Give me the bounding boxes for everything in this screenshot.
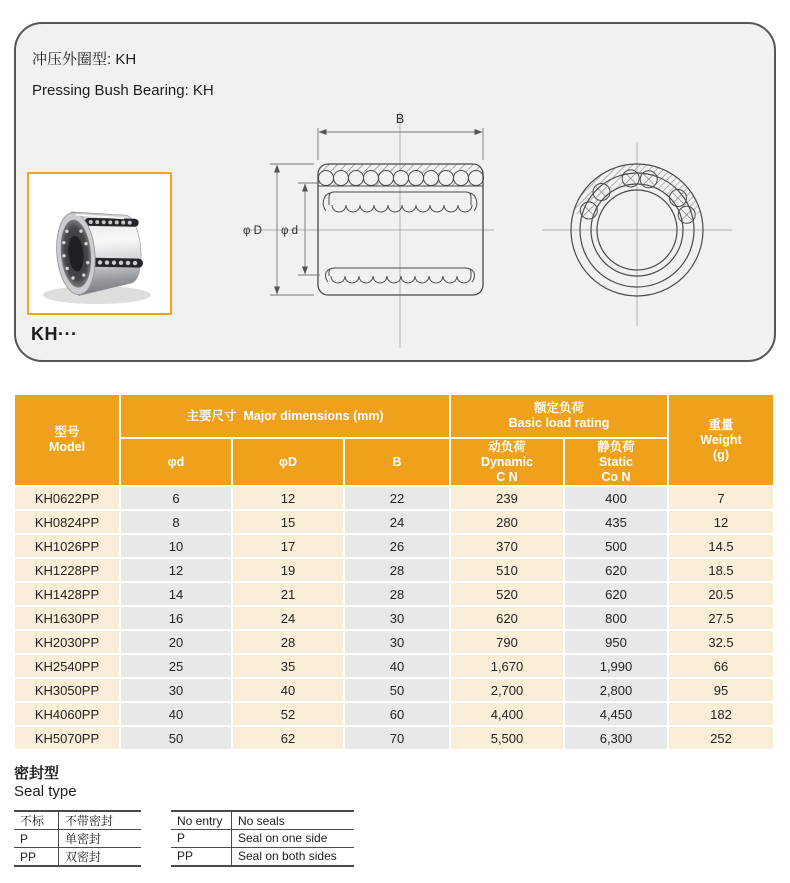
series-label: KH··· bbox=[31, 324, 78, 344]
cell-dynamic: 1,670 bbox=[451, 655, 563, 677]
cell-dynamic: 239 bbox=[451, 487, 563, 509]
seal-heading-en: Seal type bbox=[14, 783, 77, 800]
table-row bbox=[171, 847, 354, 866]
col-header-static bbox=[565, 439, 667, 485]
cell-model: KH2540PP bbox=[15, 655, 119, 677]
cell-weight: 20.5 bbox=[669, 583, 773, 605]
seal-code: PP bbox=[171, 847, 232, 866]
cell-weight: 182 bbox=[669, 703, 773, 725]
cell-D: 21 bbox=[233, 583, 343, 605]
cell-d: 25 bbox=[121, 655, 231, 677]
seal-desc: 单密封 bbox=[59, 830, 142, 848]
cell-D: 19 bbox=[233, 559, 343, 581]
col-header-dynamic-en: Dynamic bbox=[480, 454, 534, 469]
dim-label-phi-d-outer: φ D bbox=[243, 225, 262, 237]
cell-D: 24 bbox=[233, 607, 343, 629]
cell-model: KH0824PP bbox=[15, 511, 119, 533]
dim-label-phi-d-inner: φ d bbox=[281, 225, 299, 237]
header-row-1 bbox=[15, 395, 773, 437]
cell-b: 30 bbox=[345, 607, 449, 629]
cell-weight: 7 bbox=[669, 487, 773, 509]
table-row bbox=[15, 559, 773, 581]
col-header-b: B bbox=[345, 439, 449, 485]
cell-static: 435 bbox=[565, 511, 667, 533]
seal-code: PP bbox=[14, 848, 59, 867]
cell-D: 15 bbox=[233, 511, 343, 533]
col-header-load-en: Basic load rating bbox=[508, 416, 610, 430]
table-row bbox=[15, 583, 773, 605]
dim-label-b: B bbox=[395, 112, 405, 126]
cell-model: KH2030PP bbox=[15, 631, 119, 653]
cell-model: KH1026PP bbox=[15, 535, 119, 557]
col-header-static-unit: Co N bbox=[601, 469, 631, 484]
cell-model: KH3050PP bbox=[15, 679, 119, 701]
cell-weight: 252 bbox=[669, 727, 773, 749]
cell-d: 20 bbox=[121, 631, 231, 653]
cell-dynamic: 4,400 bbox=[451, 703, 563, 725]
cell-d: 10 bbox=[121, 535, 231, 557]
cell-D: 62 bbox=[233, 727, 343, 749]
col-header-model-en: Model bbox=[48, 440, 86, 454]
specs-table bbox=[13, 393, 775, 751]
cell-b: 24 bbox=[345, 511, 449, 533]
seal-desc: Seal on one side bbox=[232, 830, 355, 848]
table-row bbox=[15, 703, 773, 725]
cell-b: 22 bbox=[345, 487, 449, 509]
col-header-phi-D: φD bbox=[233, 439, 343, 485]
cell-model: KH0622PP bbox=[15, 487, 119, 509]
table-row bbox=[15, 487, 773, 509]
col-header-dims-cn: 主要尺寸 bbox=[186, 408, 237, 423]
cell-static: 400 bbox=[565, 487, 667, 509]
cell-d: 6 bbox=[121, 487, 231, 509]
table-row bbox=[14, 830, 141, 848]
cell-d: 14 bbox=[121, 583, 231, 605]
cell-static: 1,990 bbox=[565, 655, 667, 677]
cell-dynamic: 510 bbox=[451, 559, 563, 581]
cell-d: 16 bbox=[121, 607, 231, 629]
cell-dynamic: 620 bbox=[451, 607, 563, 629]
seal-tables bbox=[14, 810, 354, 867]
seal-code: No entry bbox=[171, 811, 232, 830]
seal-table-cn bbox=[14, 810, 141, 867]
cell-D: 28 bbox=[233, 631, 343, 653]
product-photo bbox=[27, 172, 172, 315]
col-header-load-cn: 额定负荷 bbox=[533, 401, 584, 415]
page-title-en: Pressing Bush Bearing: KH bbox=[32, 82, 214, 99]
col-header-dynamic bbox=[451, 439, 563, 485]
cell-model: KH1630PP bbox=[15, 607, 119, 629]
cell-dynamic: 5,500 bbox=[451, 727, 563, 749]
seal-table-en bbox=[171, 810, 354, 867]
cell-weight: 12 bbox=[669, 511, 773, 533]
cell-static: 620 bbox=[565, 559, 667, 581]
seal-code: 不标 bbox=[14, 811, 59, 830]
product-overview-panel bbox=[14, 22, 776, 362]
cell-dynamic: 280 bbox=[451, 511, 563, 533]
table-row bbox=[14, 848, 141, 867]
col-header-dims-en: Major dimensions (mm) bbox=[243, 408, 384, 423]
table-row bbox=[15, 655, 773, 677]
table-row bbox=[14, 811, 141, 830]
col-header-static-en: Static bbox=[598, 454, 634, 469]
cell-b: 28 bbox=[345, 583, 449, 605]
cell-static: 800 bbox=[565, 607, 667, 629]
cell-weight: 14.5 bbox=[669, 535, 773, 557]
cell-b: 70 bbox=[345, 727, 449, 749]
seal-desc: Seal on both sides bbox=[232, 847, 355, 866]
front-view-diagram bbox=[530, 140, 742, 340]
seal-code: P bbox=[171, 830, 232, 848]
cell-D: 35 bbox=[233, 655, 343, 677]
cell-dynamic: 790 bbox=[451, 631, 563, 653]
seal-desc: 双密封 bbox=[59, 848, 142, 867]
cell-model: KH1428PP bbox=[15, 583, 119, 605]
cell-D: 17 bbox=[233, 535, 343, 557]
table-row bbox=[15, 535, 773, 557]
col-header-weight-cn: 重量 bbox=[708, 417, 734, 432]
cell-D: 40 bbox=[233, 679, 343, 701]
cell-b: 40 bbox=[345, 655, 449, 677]
cell-d: 50 bbox=[121, 727, 231, 749]
cell-b: 26 bbox=[345, 535, 449, 557]
cell-weight: 95 bbox=[669, 679, 773, 701]
col-header-static-cn: 静负荷 bbox=[597, 439, 635, 454]
col-header-weight bbox=[669, 395, 773, 485]
cell-d: 12 bbox=[121, 559, 231, 581]
cell-static: 4,450 bbox=[565, 703, 667, 725]
cell-dynamic: 520 bbox=[451, 583, 563, 605]
cell-static: 950 bbox=[565, 631, 667, 653]
cell-weight: 27.5 bbox=[669, 607, 773, 629]
cell-b: 50 bbox=[345, 679, 449, 701]
col-header-weight-en: Weight bbox=[700, 432, 742, 447]
header-row-2 bbox=[15, 439, 773, 485]
cell-b: 30 bbox=[345, 631, 449, 653]
seal-desc: No seals bbox=[238, 813, 285, 828]
page-title-cn: 冲压外圈型: KH bbox=[32, 51, 137, 68]
table-row bbox=[15, 607, 773, 629]
col-header-dynamic-cn: 动负荷 bbox=[488, 439, 526, 454]
seal-heading-cn: 密封型 bbox=[14, 765, 60, 782]
cell-d: 30 bbox=[121, 679, 231, 701]
cell-dynamic: 2,700 bbox=[451, 679, 563, 701]
seal-code: P bbox=[14, 830, 59, 848]
col-header-basic-load bbox=[451, 395, 667, 437]
cell-weight: 66 bbox=[669, 655, 773, 677]
seal-desc: 不带密封 bbox=[65, 814, 114, 828]
cell-weight: 32.5 bbox=[669, 631, 773, 653]
cross-section-diagram bbox=[228, 104, 502, 354]
cell-model: KH1228PP bbox=[15, 559, 119, 581]
col-header-dynamic-unit: C N bbox=[496, 469, 518, 484]
table-row bbox=[15, 679, 773, 701]
cell-D: 52 bbox=[233, 703, 343, 725]
cell-static: 2,800 bbox=[565, 679, 667, 701]
cell-d: 40 bbox=[121, 703, 231, 725]
cell-static: 500 bbox=[565, 535, 667, 557]
col-header-phi-d: φd bbox=[121, 439, 231, 485]
col-header-major-dimensions bbox=[121, 395, 449, 437]
cell-b: 60 bbox=[345, 703, 449, 725]
bearing-photo-illustration bbox=[29, 174, 170, 313]
col-header-model-cn: 型号 bbox=[54, 425, 80, 439]
cell-static: 6,300 bbox=[565, 727, 667, 749]
table-row bbox=[171, 811, 354, 830]
cell-model: KH4060PP bbox=[15, 703, 119, 725]
table-row bbox=[171, 830, 354, 848]
cell-D: 12 bbox=[233, 487, 343, 509]
col-header-weight-unit: (g) bbox=[713, 447, 729, 462]
cell-dynamic: 370 bbox=[451, 535, 563, 557]
cell-b: 28 bbox=[345, 559, 449, 581]
col-header-model bbox=[15, 395, 119, 485]
cell-model: KH5070PP bbox=[15, 727, 119, 749]
table-row bbox=[15, 727, 773, 749]
table-row bbox=[15, 511, 773, 533]
table-row bbox=[15, 631, 773, 653]
cell-d: 8 bbox=[121, 511, 231, 533]
cell-weight: 18.5 bbox=[669, 559, 773, 581]
cell-static: 620 bbox=[565, 583, 667, 605]
